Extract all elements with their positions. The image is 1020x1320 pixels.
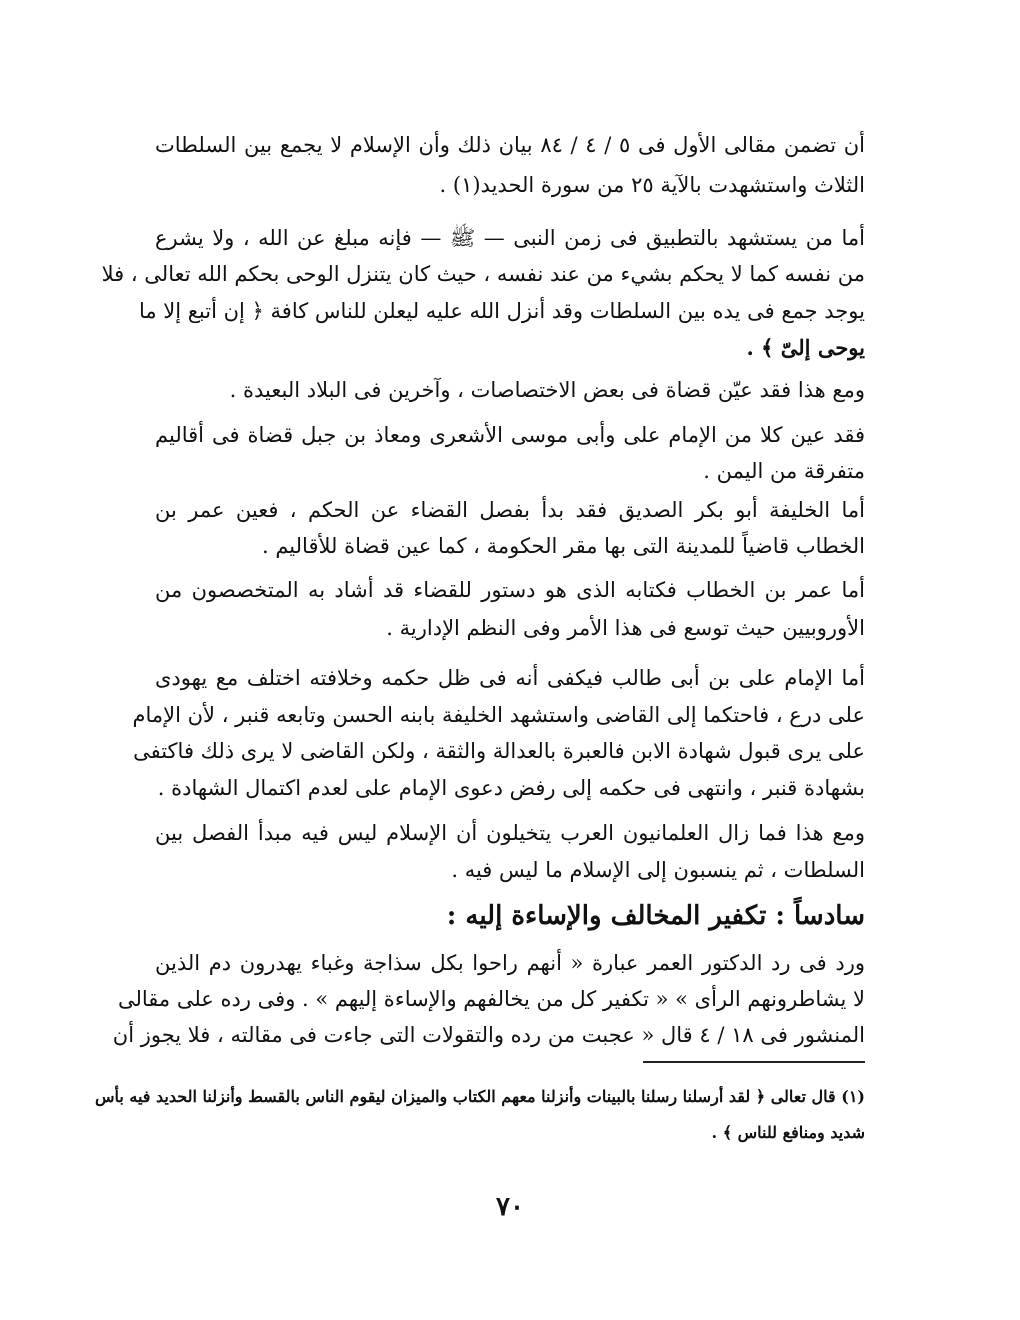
- body-line: أما عمر بن الخطاب فكتابه الذى هو دستور للقضاء قد أشاد به المتخصصون من: [155, 578, 865, 602]
- body-line: على يرى قبول شهادة الابن فالعبرة بالعدالة والثقة ، ولكن القاضى لا يرى ذلك فاكتفى: [133, 739, 865, 763]
- body-line: بشهادة قنبر ، وانتهى فى حكمه إلى رفض دعوى الإمام على لعدم اكتمال الشهادة .: [157, 776, 865, 800]
- body-line: المنشور فى ١٨ / ٤ قال « عجبت من رده والتقولات التى جاءت فى مقالته ، فلا يجوز أن: [112, 1023, 865, 1047]
- body-line: أما الإمام على بن أبى طالب فيكفى أنه فى ظل حكمه وخلافته اختلف مع يهودى: [155, 666, 865, 690]
- body-line: يوحى إلىّ ﴾ .: [746, 335, 865, 360]
- body-line: فقد عين كلا من الإمام على وأبى موسى الأشعرى ومعاذ بن جبل قضاة فى أقاليم: [155, 423, 865, 447]
- footnote-divider: [643, 1061, 865, 1063]
- body-line: الخطاب قاضياً للمدينة التى بها مقر الحكومة ، كما عين قضاة للأقاليم .: [261, 534, 865, 558]
- footnote-line: (١) قال تعالى ﴿ لقد أرسلنا رسلنا بالبينات وأنزلنا معهم الكتاب والميزان ليقوم الناس بالقسط وأنزلنا الحديد فيه بأس: [94, 1087, 865, 1106]
- body-line: السلطات ، ثم ينسبون إلى الإسلام ما ليس فيه .: [451, 858, 865, 882]
- body-line: من نفسه كما لا يحكم بشيء من عند نفسه ، حيث كان يتنزل الوحى بحكم الله تعالى ، فلا: [101, 262, 865, 286]
- body-line: ورد فى رد الدكتور العمر عبارة « أنهم راحوا بكل سذاجة وغباء يهدرون دم الذين: [155, 951, 865, 975]
- section-heading: سادساً : تكفير المخالف والإساءة إليه :: [446, 901, 865, 931]
- footnote-line: شديد ومنافع للناس ﴾ .: [711, 1123, 865, 1142]
- body-line: لا يشاطرونهم الرأى » « تكفير كل من يخالفهم والإساءة إليهم » . وفى رده على مقالى: [118, 987, 865, 1011]
- body-line: أما من يستشهد بالتطبيق فى زمن النبى — ﷺ — فإنه مبلغ عن الله ، ولا يشرع: [155, 226, 865, 250]
- page-number: ٧٠: [496, 1192, 524, 1222]
- body-line: على درع ، فاحتكما إلى القاضى واستشهد الخليفة بابنه الحسن وتابعه قنبر ، لأن الإمام: [132, 703, 865, 727]
- body-line: أما الخليفة أبو بكر الصديق فقد بدأ بفصل القضاء عن الحكم ، فعين عمر بن: [155, 498, 865, 522]
- body-line: ومع هذا فقد عيّن قضاة فى بعض الاختصاصات ، وآخرين فى البلاد البعيدة .: [229, 378, 865, 402]
- body-line: متفرقة من اليمن .: [703, 459, 865, 483]
- body-line: ومع هذا فما زال العلمانيون العرب يتخيلون أن الإسلام ليس فيه مبدأ الفصل بين: [155, 821, 865, 845]
- body-line: الثلاث واستشهدت بالآية ٢٥ من سورة الحديد(١) .: [439, 173, 865, 197]
- body-line: أن تضمن مقالى الأول فى ٥ / ٤ / ٨٤ بيان ذلك وأن الإسلام لا يجمع بين السلطات: [155, 133, 865, 157]
- body-line: الأوروبيين حيث توسع فى هذا الأمر وفى النظم الإدارية .: [386, 616, 865, 640]
- body-line: يوجد جمع فى يده بين السلطات وقد أنزل الله عليه ليعلن للناس كافة ﴿ إن أتبع إلا ما: [138, 299, 865, 323]
